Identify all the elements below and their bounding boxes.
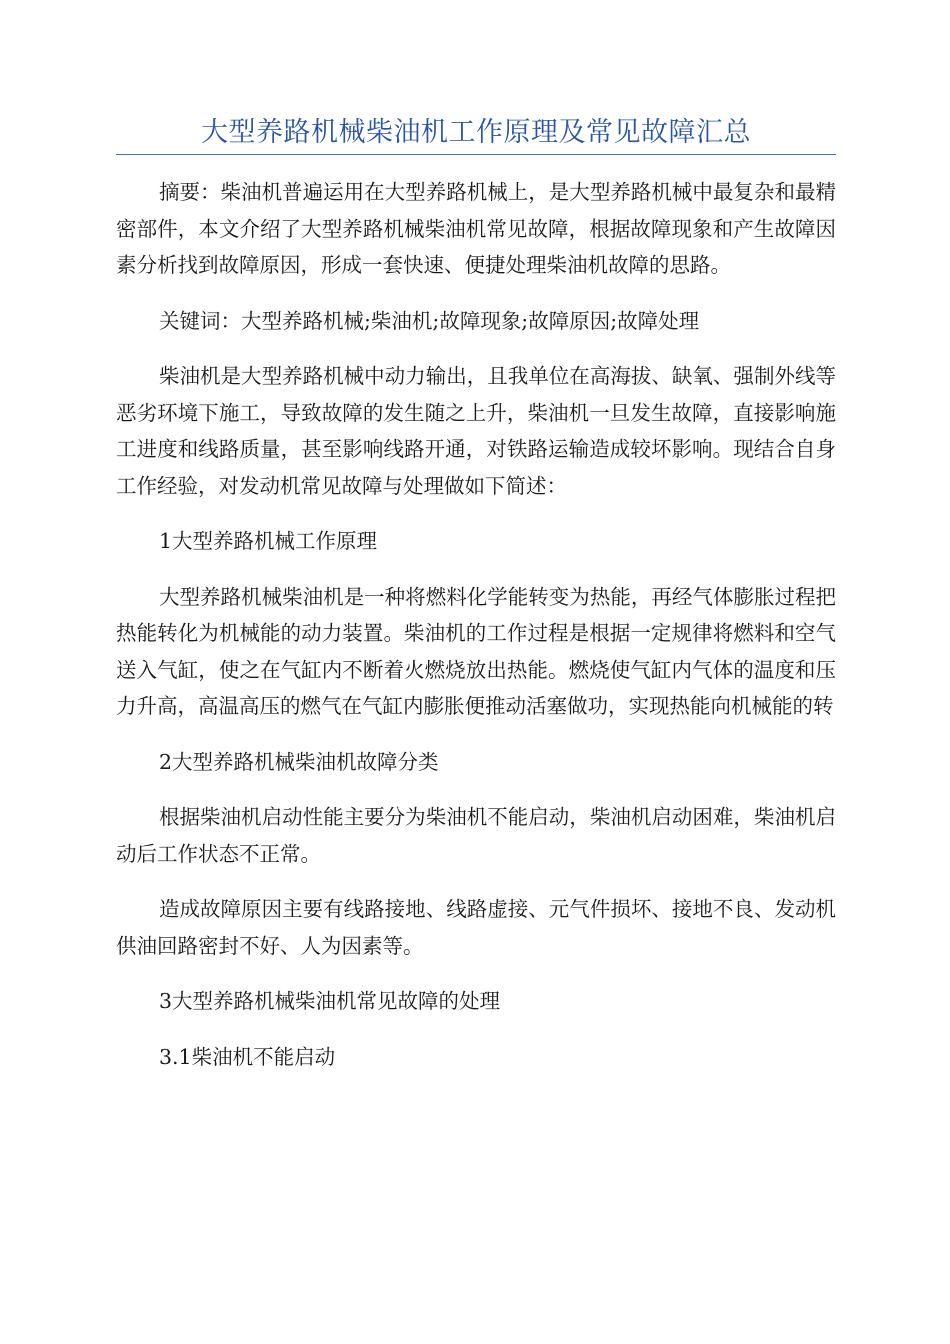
section-3-heading: 3大型养路机械柴油机常见故障的处理 (159, 989, 501, 1013)
section-1-heading: 1大型养路机械工作原理 (159, 529, 378, 553)
title-underline (116, 154, 836, 155)
keywords-line: 关键词：大型养路机械;柴油机;故障现象;故障原因;故障处理 (159, 308, 700, 333)
document-body (116, 174, 836, 1094)
section-2-paragraph-2: 造成故障原因主要有线路接地、线路虚接、元气件损坏、接地不良、发动机供油回路密封不好、人为因素等。 (116, 897, 836, 958)
intro-paragraph: 柴油机是大型养路机械中动力输出，且我单位在高海拔、缺氧、强制外线等恶劣环境下施工，导致故障的发生随之上升，柴油机一旦发生故障，直接影响施工进度和线路质量，甚至影响线路开通，对铁路运输造成较坏影响。现结合自身工作经验，对发动机常见故障与处理做如下简述： (116, 364, 836, 498)
section-3-1-heading: 3.1柴油机不能启动 (159, 1044, 336, 1069)
section-1-paragraph: 大型养路机械柴油机是一种将燃料化学能转变为热能，再经气体膨胀过程把热能转化为机械能的动力装置。柴油机的工作过程是根据一定规律将燃料和空气送入气缸，使之在气缸内不断着火燃烧放出热能。燃烧使气缸内气体的温度和压力升高，高温高压的燃气在气缸内膨胀便推动活塞做功，实现热能向机械能的转 (116, 584, 836, 718)
document-title: 大型养路机械柴油机工作原理及常见故障汇总 (201, 117, 751, 148)
section-2-heading: 2大型养路机械柴油机故障分类 (159, 749, 439, 774)
abstract-paragraph: 摘要：柴油机普遍运用在大型养路机械上，是大型养路机械中最复杂和最精密部件，本文介绍了大型养路机械柴油机常见故障，根据故障现象和产生故障因素分析找到故障原因，形成一套快速、便捷处理柴油机故障的思路。 (116, 180, 836, 277)
section-2-paragraph-1: 根据柴油机启动性能主要分为柴油机不能启动，柴油机启动困难，柴油机启动后工作状态不正常。 (116, 805, 836, 866)
